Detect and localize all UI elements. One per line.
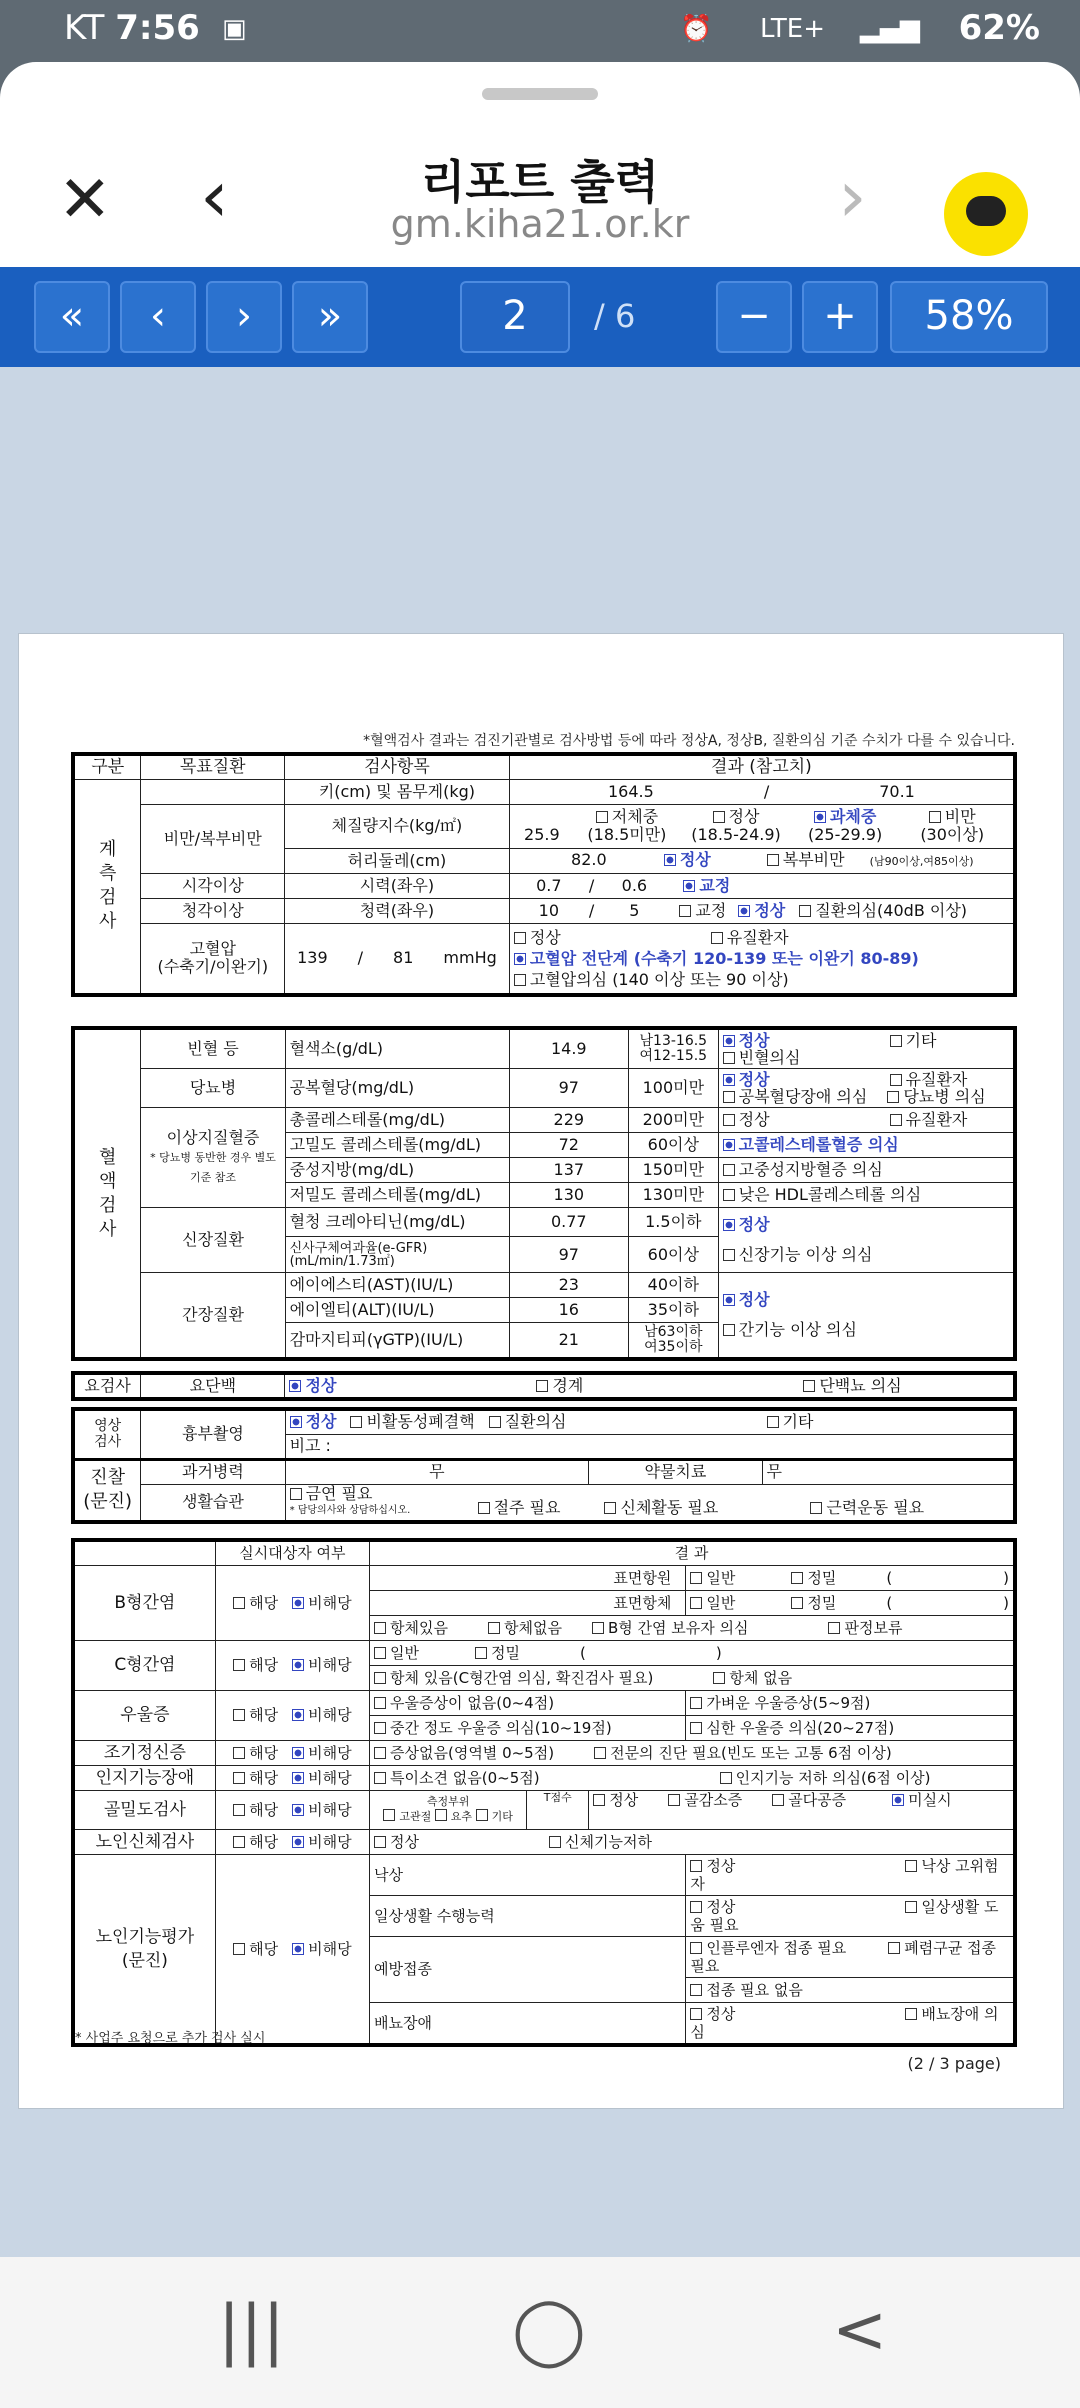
- category-urine: 요검사: [73, 1373, 141, 1399]
- history-label: 과거병력: [141, 1459, 285, 1484]
- bone-opt-normal: 정상: [609, 1790, 639, 1809]
- hepb-no: 비해당: [308, 1593, 352, 1612]
- lipid-label: 이상지질혈증: [166, 1127, 260, 1147]
- ldl-ref: 130미만: [629, 1183, 719, 1208]
- life-opt-activity: 신체활동 필요: [620, 1497, 719, 1517]
- vac-opt-none: 접종 필요 없음: [706, 1980, 803, 1999]
- bone-density-label: 골밀도검사: [73, 1790, 215, 1829]
- alarm-icon: ⏰: [680, 14, 713, 44]
- psych-opt-none: 증상없음(영역별 0~5점): [390, 1743, 555, 1762]
- urination-label: 배뇨장애: [370, 2002, 686, 2045]
- kakao-chat-button[interactable]: [944, 172, 1028, 256]
- bmi-opt-normal: 정상: [728, 807, 760, 826]
- page-url: gm.kiha21.or.kr: [390, 202, 690, 246]
- antibody-paren-l: (: [886, 1593, 893, 1612]
- lipid-opt-patient: 유질환자: [905, 1110, 968, 1129]
- dm-opt-ifg: 공복혈당장애 의심: [738, 1087, 868, 1106]
- alt-label: 에이엘티(ALT)(IU/L): [285, 1298, 509, 1323]
- tc-ref: 200미만: [629, 1108, 719, 1133]
- life-opt-strength: 근력운동 필요: [826, 1497, 925, 1517]
- cognitive-label: 인지기능장애: [73, 1765, 215, 1790]
- func-no: 비해당: [308, 1939, 352, 1958]
- hb-label: 혈색소(g/dL): [285, 1028, 509, 1069]
- first-page-button[interactable]: «: [34, 281, 110, 353]
- xray-opt-tb: 비활동성폐결핵: [366, 1412, 475, 1432]
- bmi-ref-obese: (30이상): [920, 825, 985, 844]
- life-note: * 담당의사와 상담하십시오.: [289, 1504, 411, 1516]
- hepb-yes: 해당: [249, 1593, 279, 1612]
- glucose-ref: 100미만: [629, 1069, 719, 1108]
- hepc-yes: 해당: [249, 1656, 279, 1674]
- ast-value: 23: [509, 1273, 628, 1298]
- lipid-opt-normal: 정상: [738, 1110, 770, 1129]
- vac-opt-flu: 인플루엔자 접종 필요: [706, 1938, 847, 1957]
- system-nav-bar: [0, 2257, 1080, 2408]
- fall-opt-high-risk: 낙상 고위험자: [690, 1856, 999, 1893]
- additional-exam-table: [71, 1538, 1017, 2047]
- hepb-opt-no-antibody: 항체없음: [503, 1618, 562, 1637]
- hb-ref-male: 남13-16.5: [639, 1033, 708, 1049]
- vision-item: 시력(좌우): [285, 873, 510, 898]
- hepc-label: C형간염: [73, 1640, 215, 1690]
- depression-label: 우울증: [73, 1690, 215, 1740]
- hepc-paren-l: (: [579, 1643, 586, 1662]
- bmi-opt-underweight: 저체중: [611, 807, 659, 826]
- adl-opt-help: 일상생활 도움 필요: [690, 1897, 999, 1934]
- exam-label-2: (문진): [83, 1491, 133, 1512]
- gfr-label: 신사구체여과율(e-GFR): [289, 1240, 428, 1256]
- battery-level: 62%: [958, 8, 1040, 48]
- medication-value: 무: [762, 1459, 1015, 1484]
- uri-opt-disorder: 배뇨장애 의심: [690, 2004, 999, 2041]
- hepc-opt-negative: 항체 없음: [729, 1668, 793, 1687]
- gfr-ref: 60이상: [629, 1237, 719, 1273]
- measurement-table: 구분 목표질환 검사항목 결과 (참고치) 계측검사 키(cm) 및 몸무게(kg) 164.5 / 70.1 비만/복부비만 체질량지수(kg/㎡) 25.9 저체중 (18.5미만) 정상 (18.5-24.9) 과체중 (25-29.9) 비만 (30이상) 허리둘레(cm) 82.0 정상 복부비만 (남90이상,여85이상) 시각이상 시력(좌우) 0.7 / 0.6 교정 청각이상 청력(좌우) 10 / 5 교정 정상 질환의심(40dB 이상) 고혈압 (수축기/이완기) 139 / 81 mmHg 정상 유질환자 고혈압 전단계 (수축기 120-139 또는 이완기 80-89) 고혈압의심 (140 이상 또는 90 이상): [71, 752, 1017, 997]
- ggt-ref-male: 남63이하: [644, 1324, 703, 1340]
- elder-function-sublabel: (문진): [121, 1950, 168, 1971]
- forward-arrow-icon[interactable]: ›: [838, 154, 867, 238]
- dep-opt-moderate: 중간 정도 우울증 의심(10~19점): [390, 1718, 612, 1737]
- height-weight-label: 키(cm) 및 몸무게(kg): [285, 779, 510, 804]
- obesity-label: 비만/복부비만: [141, 804, 285, 873]
- liver-opt-abnormal: 간기능 이상 의심: [738, 1320, 857, 1339]
- page-number-input[interactable]: 2: [460, 281, 570, 353]
- creatinine-value: 0.77: [509, 1208, 628, 1237]
- bp-opt-normal: 정상: [529, 927, 561, 947]
- hb-value: 14.9: [509, 1028, 628, 1069]
- bp-sublabel: (수축기/이완기): [157, 957, 269, 977]
- cog-no: 비해당: [308, 1768, 352, 1787]
- psych-opt-referral: 전문의 진단 필요(빈도 또는 고통 6점 이상): [610, 1743, 892, 1762]
- bmi-opt-obese: 비만: [944, 807, 976, 826]
- antigen-paren-l: (: [886, 1568, 893, 1587]
- pdf-viewer[interactable]: [0, 367, 1080, 2257]
- drag-handle[interactable]: [482, 88, 598, 100]
- antigen-opt-normal: 일반: [706, 1568, 736, 1587]
- gallery-icon: ▣: [222, 14, 247, 44]
- antibody-opt-precise: 정밀: [807, 1593, 837, 1612]
- col-result-2: 결 과: [370, 1540, 1015, 1565]
- alt-value: 16: [509, 1298, 628, 1323]
- bone-yes: 해당: [249, 1800, 279, 1819]
- waist-label: 허리둘레(cm): [285, 848, 510, 873]
- ggt-label: 감마지티피(γGTP)(IU/L): [285, 1323, 509, 1360]
- bmi-label: 체질량지수(kg/㎡): [285, 804, 510, 848]
- next-page-button[interactable]: ›: [206, 281, 282, 353]
- hearing-opt-corrected: 교정: [695, 900, 727, 920]
- nav-back-button[interactable]: <: [832, 2291, 888, 2368]
- hepb-opt-carrier: B형 간염 보유자 의심: [607, 1618, 749, 1637]
- lipid-opt-hypertriglyceride: 고중성지방혈증 의심: [738, 1160, 883, 1179]
- clock: 7:56: [115, 8, 200, 48]
- lipid-opt-low-hdl: 낮은 HDL콜레스테롤 의심: [738, 1185, 922, 1204]
- imaging-label-1: 영상: [94, 1418, 122, 1435]
- page-title: 리포트 출력: [420, 155, 660, 209]
- kidney-opt-normal: 정상: [738, 1215, 770, 1234]
- imaging-label-2: 검사: [94, 1434, 122, 1451]
- page-indicator: (2 / 3 page): [907, 2054, 1001, 2073]
- uri-opt-normal: 정상: [706, 2004, 736, 2023]
- liver-label: 간장질환: [141, 1273, 285, 1360]
- waist-ref: (남90이상,여85이상): [869, 854, 974, 868]
- chest-xray-label: 흉부촬영: [141, 1409, 285, 1459]
- elder-no: 비해당: [308, 1832, 352, 1851]
- bone-site-label: 측정부위: [426, 1795, 470, 1808]
- bp-label: 고혈압: [189, 939, 236, 959]
- page-total: / 6: [594, 297, 636, 335]
- bone-no: 비해당: [308, 1800, 352, 1819]
- bone-opt-osteoporosis: 골다공증: [788, 1790, 847, 1809]
- hearing-item: 청력(좌우): [285, 898, 510, 923]
- zoom-out-button[interactable]: −: [716, 281, 792, 353]
- height-value: 164.5: [608, 781, 654, 801]
- gfr-unit: (mL/min/1.73㎡): [289, 1253, 395, 1269]
- cog-yes: 해당: [249, 1768, 279, 1787]
- zoom-level[interactable]: 58%: [890, 281, 1048, 353]
- func-yes: 해당: [249, 1939, 279, 1958]
- liver-opt-normal: 정상: [738, 1290, 770, 1309]
- glucose-label: 공복혈당(mg/dL): [285, 1069, 509, 1108]
- dep-opt-none: 우울증상이 없음(0~4점): [390, 1693, 555, 1712]
- ast-label: 에이에스티(AST)(IU/L): [285, 1273, 509, 1298]
- creatinine-label: 혈청 크레아티닌(mg/dL): [285, 1208, 509, 1237]
- medication-label: 약물치료: [589, 1459, 762, 1484]
- dep-yes: 해당: [249, 1706, 279, 1724]
- bone-tscore-label: T점수: [527, 1791, 589, 1829]
- hearing-opt-normal: 정상: [754, 900, 786, 920]
- dm-opt-normal: 정상: [738, 1070, 770, 1089]
- footnote: * 사업주 요청으로 추가 검사 실시: [75, 2031, 266, 2046]
- exam-label-1: 진찰: [90, 1467, 126, 1488]
- category-blood: 혈액검사: [73, 1028, 141, 1359]
- blood-test-note: *혈액검사 결과는 검진기관별로 검사방법 등에 따라 정상A, 정상B, 질환의심 기준 수치가 다를 수 있습니다.: [363, 733, 1015, 749]
- hearing-left: 10: [538, 900, 559, 920]
- ldl-label: 저밀도 콜레스테롤(mg/dL): [285, 1183, 509, 1208]
- home-button[interactable]: ◯: [512, 2291, 586, 2368]
- creatinine-ref: 1.5이하: [629, 1208, 719, 1237]
- xray-remark: 비고 :: [285, 1434, 1015, 1459]
- surface-antibody-label: 표면항체: [370, 1590, 686, 1615]
- col-eligible: 실시대상자 여부: [215, 1540, 369, 1565]
- xray-opt-other: 기타: [782, 1412, 814, 1432]
- hepb-opt-pending: 판정보류: [844, 1618, 903, 1637]
- hdl-value: 72: [509, 1133, 628, 1158]
- carrier: KT: [64, 8, 105, 48]
- cog-opt-decline: 인지기능 저하 의심(6점 이상): [735, 1768, 931, 1787]
- vac-opt-pneumo: 폐렴구균 접종 필요: [690, 1938, 997, 1975]
- bp-diastolic: 81: [393, 948, 414, 968]
- col-result: 결과 (참고치): [509, 754, 1015, 779]
- dep-no: 비해당: [308, 1706, 352, 1724]
- bmi-ref-underweight: (18.5미만): [587, 825, 667, 844]
- life-opt-drinking: 절주 필요: [493, 1497, 561, 1517]
- dm-opt-diabetes: 당뇨병 의심: [903, 1087, 986, 1106]
- waist-opt-obese: 복부비만: [782, 849, 845, 869]
- browser-sheet: [0, 62, 1080, 2408]
- bmi-opt-overweight: 과체중: [829, 807, 877, 826]
- network-label: LTE+: [760, 14, 825, 44]
- vision-left: 0.7: [536, 875, 562, 895]
- lipid-opt-hypercholesterol: 고콜레스테롤혈증 의심: [738, 1135, 899, 1154]
- life-opt-smoking: 금연 필요: [305, 1483, 373, 1503]
- elder-physical-label: 노인신체검사: [73, 1829, 215, 1854]
- pdf-toolbar: [0, 267, 1080, 367]
- tc-label: 총콜레스테롤(mg/dL): [285, 1108, 509, 1133]
- prev-page-button[interactable]: ‹: [120, 281, 196, 353]
- hearing-right: 5: [629, 900, 640, 920]
- kidney-label: 신장질환: [141, 1208, 285, 1273]
- hearing-label: 청각이상: [141, 898, 285, 923]
- bone-site-spine: 요추: [450, 1810, 473, 1823]
- kidney-opt-abnormal: 신장기능 이상 의심: [738, 1245, 873, 1264]
- bone-opt-osteopenia: 골감소증: [684, 1790, 743, 1809]
- lifestyle-label: 생활습관: [141, 1484, 285, 1522]
- col-category: 구분: [73, 754, 141, 779]
- antibody-opt-normal: 일반: [706, 1593, 736, 1612]
- elder-opt-decline: 신체기능저하: [565, 1832, 652, 1851]
- waist-opt-normal: 정상: [679, 849, 711, 869]
- hb-opt-normal: 정상: [738, 1031, 770, 1050]
- col-target: 목표질환: [141, 754, 285, 779]
- bp-opt-patient: 유질환자: [726, 927, 789, 947]
- antigen-opt-precise: 정밀: [807, 1568, 837, 1587]
- ldl-value: 130: [509, 1183, 628, 1208]
- vaccination-label: 예방접종: [370, 1936, 686, 2002]
- lipid-note: * 당뇨병 동반한 경우 별도 기준 참조: [150, 1150, 276, 1184]
- xray-opt-suspect: 질환의심: [504, 1412, 567, 1432]
- urine-opt-normal: 정상: [305, 1376, 337, 1395]
- history-value: 무: [285, 1459, 589, 1484]
- fall-opt-normal: 정상: [706, 1856, 736, 1875]
- elder-opt-normal: 정상: [390, 1832, 419, 1851]
- hepc-opt-positive: 항체 있음(C형간염 의심, 확진검사 필요): [390, 1668, 654, 1687]
- adl-opt-normal: 정상: [706, 1897, 736, 1916]
- ggt-value: 21: [509, 1323, 628, 1360]
- elder-function-label: 노인기능평가: [95, 1926, 195, 1947]
- vision-result: 교정: [699, 875, 731, 895]
- bone-site-hip: 고관절: [399, 1810, 432, 1823]
- adl-label: 일상생활 수행능력: [370, 1895, 686, 1936]
- bmi-ref-overweight: (25-29.9): [807, 825, 883, 844]
- bp-opt-prehypertension: 고혈압 전단계 (수축기 120-139 또는 이완기 80-89): [529, 948, 919, 968]
- tg-ref: 150미만: [629, 1158, 719, 1183]
- bp-unit: mmHg: [443, 948, 497, 968]
- gfr-value: 97: [509, 1237, 628, 1273]
- report-page: [18, 633, 1064, 2109]
- recent-apps-button[interactable]: |||: [218, 2291, 285, 2368]
- glucose-value: 97: [509, 1069, 628, 1108]
- hepc-opt-precise: 정밀: [491, 1643, 520, 1662]
- waist-value: 82.0: [571, 849, 607, 869]
- hepb-opt-antibody: 항체있음: [390, 1618, 448, 1637]
- ast-ref: 40이하: [629, 1273, 719, 1298]
- hb-ref-female: 여12-15.5: [639, 1048, 708, 1064]
- hepb-label: B형간염: [73, 1565, 215, 1640]
- fall-label: 낙상: [370, 1854, 686, 1895]
- bp-opt-hypertension: 고혈압의심 (140 이상 또는 90 이상): [529, 969, 789, 989]
- bmi-value: 25.9: [524, 825, 560, 844]
- bmi-ref-normal: (18.5-24.9): [691, 825, 781, 844]
- psychosis-label: 조기정신증: [73, 1740, 215, 1765]
- bp-systolic: 139: [297, 948, 328, 968]
- antibody-paren-r: ): [1003, 1593, 1009, 1612]
- signal-icon: ▂▄▆: [860, 14, 920, 44]
- antigen-paren-r: ): [1003, 1568, 1009, 1587]
- dm-opt-patient: 유질환자: [905, 1070, 968, 1089]
- bone-site-other: 기타: [491, 1810, 513, 1823]
- urine-opt-proteinuria: 단백뇨 의심: [819, 1376, 902, 1395]
- hdl-ref: 60이상: [629, 1133, 719, 1158]
- vision-right: 0.6: [621, 875, 648, 895]
- last-page-button[interactable]: »: [292, 281, 368, 353]
- urine-test-table: [71, 1371, 1017, 1401]
- psych-no: 비해당: [308, 1743, 352, 1762]
- tc-value: 229: [509, 1108, 628, 1133]
- blood-test-table: [71, 1026, 1017, 1361]
- hepc-paren-r: ): [715, 1643, 722, 1662]
- zoom-in-button[interactable]: +: [802, 281, 878, 353]
- surface-antigen-label: 표면항원: [370, 1565, 686, 1590]
- diabetes-label: 당뇨병: [141, 1069, 285, 1108]
- cog-opt-none: 특이소견 없음(0~5점): [390, 1768, 540, 1787]
- urine-protein-label: 요단백: [141, 1373, 285, 1399]
- status-bar: [0, 0, 1080, 62]
- hearing-opt-suspect: 질환의심(40dB 이상): [815, 900, 968, 920]
- hb-opt-other: 기타: [905, 1031, 937, 1050]
- xray-opt-normal: 정상: [305, 1412, 337, 1432]
- tg-label: 중성지방(mg/dL): [285, 1158, 509, 1183]
- category-measurement: 계측검사: [73, 779, 141, 995]
- hb-opt-anemia: 빈혈의심: [738, 1048, 801, 1067]
- dep-opt-mild: 가벼운 우울증상(5~9점): [706, 1693, 871, 1712]
- urine-opt-border: 경계: [552, 1376, 584, 1395]
- elder-yes: 해당: [249, 1832, 279, 1851]
- tg-value: 137: [509, 1158, 628, 1183]
- hepc-no: 비해당: [308, 1656, 352, 1674]
- alt-ref: 35이하: [629, 1298, 719, 1323]
- ggt-ref-female: 여35이하: [644, 1339, 703, 1355]
- chat-bubble-icon: [966, 196, 1006, 226]
- psych-yes: 해당: [249, 1743, 279, 1762]
- anemia-label: 빈혈 등: [141, 1028, 285, 1069]
- weight-value: 70.1: [879, 781, 915, 801]
- imaging-exam-table: [71, 1407, 1017, 1524]
- bone-opt-not-done: 미실시: [908, 1790, 952, 1809]
- dep-opt-severe: 심한 우울증 의심(20~27점): [706, 1718, 895, 1737]
- hdl-label: 고밀도 콜레스테롤(mg/dL): [285, 1133, 509, 1158]
- back-arrow-icon[interactable]: ‹: [200, 154, 229, 238]
- vision-label: 시각이상: [141, 873, 285, 898]
- hepc-opt-normal: 일반: [390, 1643, 419, 1662]
- close-icon[interactable]: ✕: [58, 163, 112, 237]
- col-item: 검사항목: [285, 754, 510, 779]
